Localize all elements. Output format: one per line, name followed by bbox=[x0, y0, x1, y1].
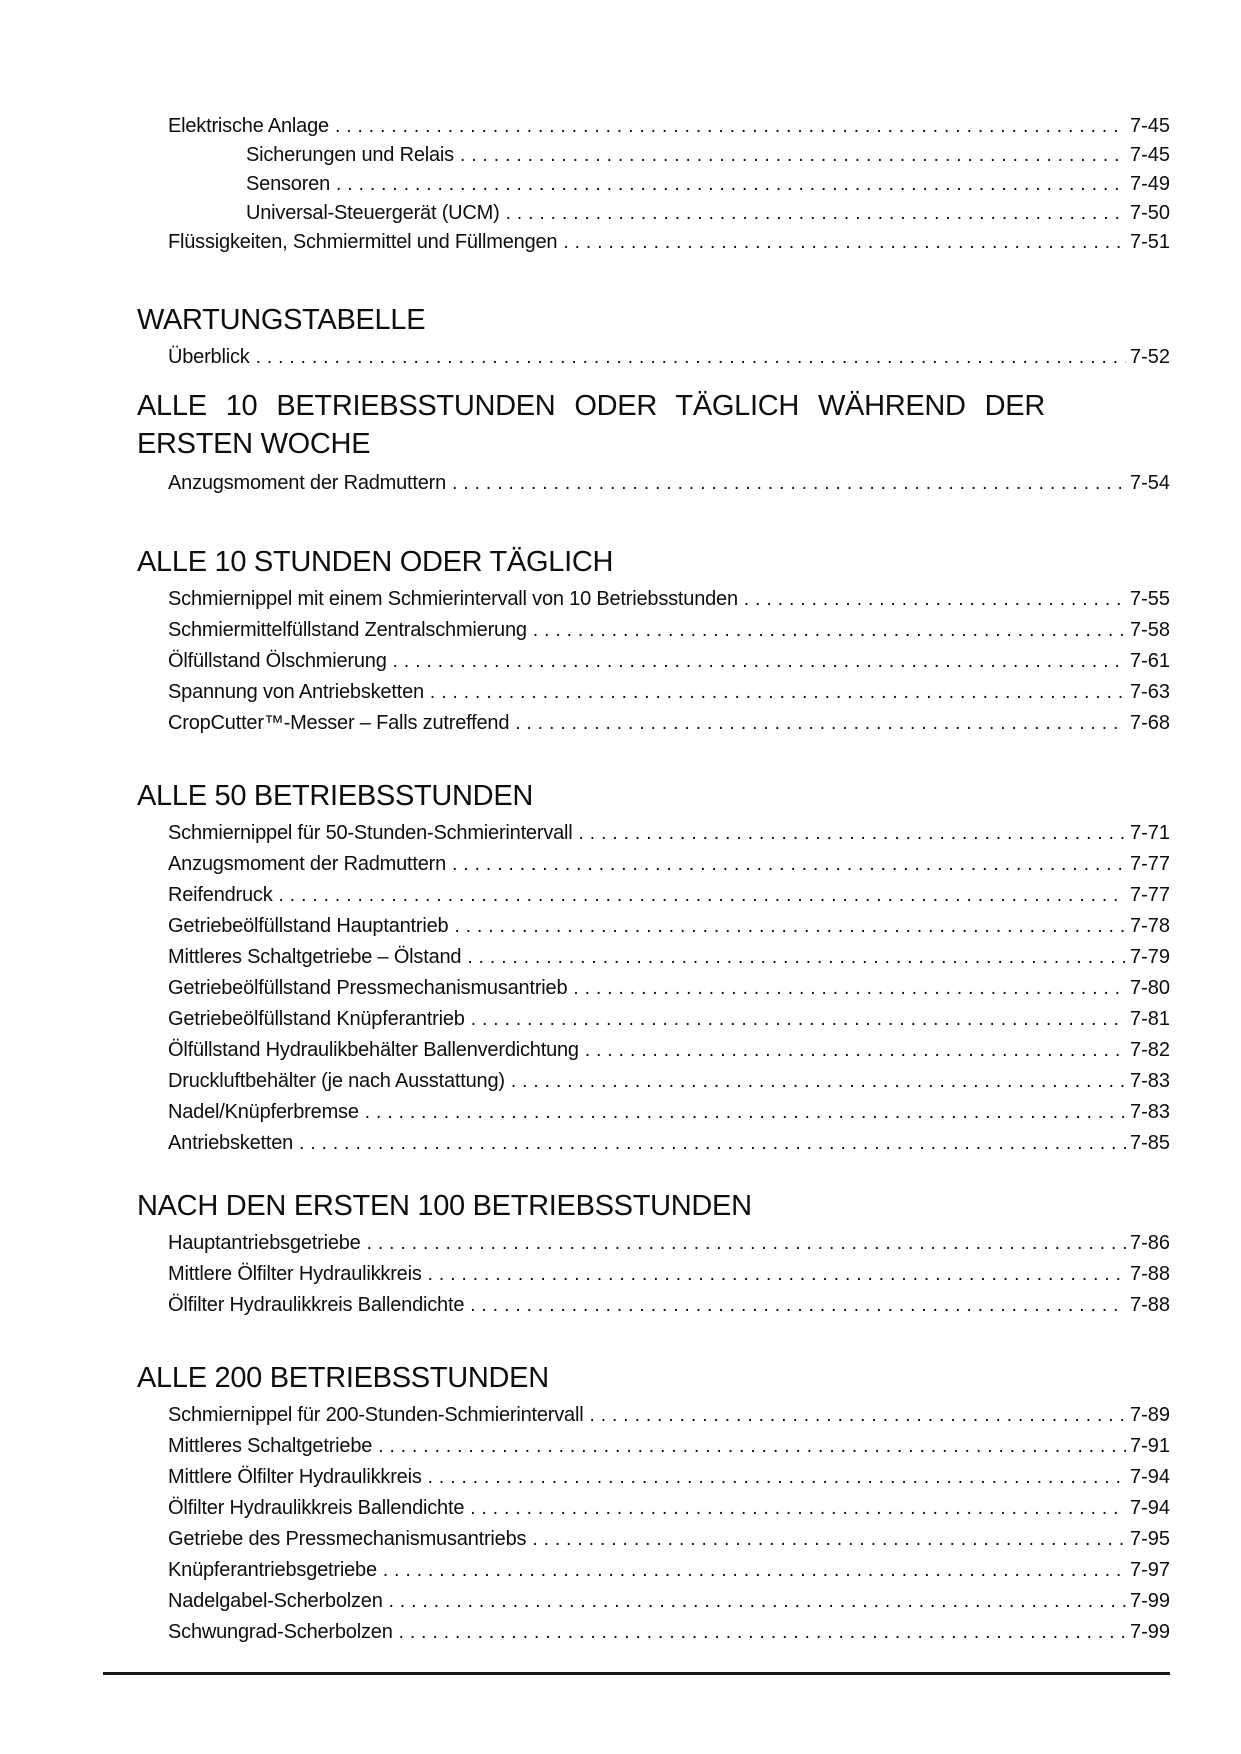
toc-section-alle-10-stunden bbox=[137, 545, 1170, 739]
toc-page-number: 7-91 bbox=[1129, 1435, 1170, 1457]
toc-page-number: 7-83 bbox=[1129, 1070, 1170, 1092]
toc-entry-label: Nadel/Knüpferbremse bbox=[168, 1101, 359, 1123]
toc-page-number: 7-45 bbox=[1129, 144, 1170, 166]
toc-page-number: 7-88 bbox=[1129, 1294, 1170, 1316]
toc-entry bbox=[168, 228, 1170, 257]
toc-page-number: 7-80 bbox=[1129, 977, 1170, 999]
toc-entry-label: Nadelgabel-Scherbolzen bbox=[168, 1590, 383, 1612]
toc-page-number: 7-97 bbox=[1129, 1559, 1170, 1581]
toc-page-number: 7-54 bbox=[1129, 472, 1170, 494]
toc-page-number: 7-83 bbox=[1129, 1101, 1170, 1123]
dot-leader bbox=[506, 199, 1126, 228]
toc-page-number: 7-86 bbox=[1129, 1232, 1170, 1254]
section-heading: ALLE 50 BETRIEBSSTUNDEN bbox=[137, 780, 534, 812]
toc-entry-label: Hauptantriebsgetriebe bbox=[168, 1232, 361, 1254]
section-heading: ALLE 200 BETRIEBSSTUNDEN bbox=[137, 1362, 549, 1394]
toc-page-number: 7-89 bbox=[1129, 1404, 1170, 1426]
toc-section-alle-10-erste-woche bbox=[137, 387, 1170, 499]
toc-entry bbox=[168, 880, 1170, 911]
toc-page-number: 7-94 bbox=[1129, 1466, 1170, 1488]
toc-entry-label: Getriebeölfüllstand Pressmechanismusantrieb bbox=[168, 977, 568, 999]
dot-leader bbox=[470, 1493, 1126, 1524]
toc-entry bbox=[168, 1462, 1170, 1493]
toc-entry bbox=[246, 141, 1170, 170]
dot-leader bbox=[335, 112, 1126, 141]
section-heading: ALLE 10 STUNDEN ODER TÄGLICH bbox=[137, 546, 614, 578]
toc-page-number: 7-58 bbox=[1129, 619, 1170, 641]
dot-leader bbox=[365, 1097, 1126, 1128]
toc-entry-label: Schmiermittelfüllstand Zentralschmierung bbox=[168, 619, 527, 641]
toc-entry bbox=[168, 1555, 1170, 1586]
toc-pre-block bbox=[137, 112, 1170, 257]
dot-leader bbox=[471, 1004, 1126, 1035]
toc-entry-label: CropCutter™-Messer – Falls zutreffend bbox=[168, 712, 510, 734]
dot-leader bbox=[744, 584, 1126, 615]
dot-leader bbox=[430, 677, 1126, 708]
toc-section-wartungstabelle bbox=[137, 303, 1170, 373]
toc-entry bbox=[168, 1400, 1170, 1431]
toc-entry-label: Flüssigkeiten, Schmiermittel und Füllmengen bbox=[168, 231, 558, 253]
toc-page-number: 7-77 bbox=[1129, 884, 1170, 906]
toc-entry bbox=[168, 112, 1170, 141]
toc-page-number: 7-63 bbox=[1129, 681, 1170, 703]
dot-leader bbox=[299, 1128, 1126, 1159]
toc-page-number: 7-45 bbox=[1129, 115, 1170, 137]
dot-leader bbox=[467, 942, 1126, 973]
footer-divider bbox=[103, 1672, 1170, 1675]
toc-entry-label: Schwungrad-Scherbolzen bbox=[168, 1621, 393, 1643]
dot-leader bbox=[460, 141, 1126, 170]
toc-entry-label: Antriebsketten bbox=[168, 1132, 294, 1154]
toc-page-number: 7-55 bbox=[1129, 588, 1170, 610]
dot-leader bbox=[532, 1524, 1126, 1555]
dot-leader bbox=[399, 1617, 1126, 1648]
toc-page-number: 7-82 bbox=[1129, 1039, 1170, 1061]
dot-leader bbox=[515, 708, 1126, 739]
toc-entry bbox=[168, 468, 1170, 499]
toc-entry bbox=[168, 708, 1170, 739]
dot-leader bbox=[256, 342, 1126, 373]
dot-leader bbox=[389, 1586, 1126, 1617]
toc-section-alle-50 bbox=[137, 779, 1170, 1159]
toc-page-number: 7-52 bbox=[1129, 346, 1170, 368]
toc-page-number: 7-95 bbox=[1129, 1528, 1170, 1550]
dot-leader bbox=[511, 1066, 1126, 1097]
toc-entry-label: Druckluftbehälter (je nach Ausstattung) bbox=[168, 1070, 505, 1092]
toc-entry-label: Sensoren bbox=[246, 173, 331, 195]
dot-leader bbox=[452, 468, 1126, 499]
toc-entry-label: Mittlere Ölfilter Hydraulikkreis bbox=[168, 1466, 422, 1488]
toc-entry-label: Getriebeölfüllstand Knüpferantrieb bbox=[168, 1008, 465, 1030]
toc-entry bbox=[168, 1228, 1170, 1259]
toc-entry-label: Getriebe des Pressmechanismusantriebs bbox=[168, 1528, 527, 1550]
dot-leader bbox=[573, 973, 1126, 1004]
toc-entry bbox=[168, 1586, 1170, 1617]
toc-page-number: 7-61 bbox=[1129, 650, 1170, 672]
dot-leader bbox=[383, 1555, 1126, 1586]
toc-entry bbox=[168, 849, 1170, 880]
dot-leader bbox=[470, 1290, 1126, 1321]
toc-entry bbox=[246, 199, 1170, 228]
toc-entry-label: Schmiernippel mit einem Schmierintervall von 10 Betriebsstunden bbox=[168, 588, 738, 610]
toc-page-number: 7-88 bbox=[1129, 1263, 1170, 1285]
dot-leader bbox=[589, 1400, 1126, 1431]
toc-page-number: 7-94 bbox=[1129, 1497, 1170, 1519]
dot-leader bbox=[428, 1259, 1126, 1290]
toc-entry-label: Ölfilter Hydraulikkreis Ballendichte bbox=[168, 1497, 465, 1519]
toc-entry-label: Mittleres Schaltgetriebe bbox=[168, 1435, 373, 1457]
toc-entry bbox=[168, 1128, 1170, 1159]
toc-entry-label: Getriebeölfüllstand Hauptantrieb bbox=[168, 915, 449, 937]
toc-entry-label: Mittlere Ölfilter Hydraulikkreis bbox=[168, 1263, 422, 1285]
toc-entry bbox=[168, 942, 1170, 973]
toc-page-number: 7-99 bbox=[1129, 1621, 1170, 1643]
toc-page-number: 7-85 bbox=[1129, 1132, 1170, 1154]
toc-page-number: 7-49 bbox=[1129, 173, 1170, 195]
toc-entry-label: Spannung von Antriebsketten bbox=[168, 681, 424, 703]
section-heading: NACH DEN ERSTEN 100 BETRIEBSSTUNDEN bbox=[137, 1190, 752, 1222]
dot-leader bbox=[279, 880, 1126, 911]
toc-page-number: 7-79 bbox=[1129, 946, 1170, 968]
dot-leader bbox=[454, 911, 1126, 942]
dot-leader bbox=[452, 849, 1126, 880]
toc-entry bbox=[168, 973, 1170, 1004]
section-heading: ALLE 10 BETRIEBSSTUNDEN ODER TÄGLICH WÄHREND DER ERSTEN WOCHE bbox=[137, 390, 1045, 460]
toc-section-nach-100 bbox=[137, 1189, 1170, 1321]
toc-entry bbox=[168, 1493, 1170, 1524]
toc-entry bbox=[168, 1035, 1170, 1066]
toc-entry-label: Elektrische Anlage bbox=[168, 115, 329, 137]
toc-page-number: 7-77 bbox=[1129, 853, 1170, 875]
toc-entry-label: Schmiernippel für 50-Stunden-Schmierintervall bbox=[168, 822, 573, 844]
toc-entry-label: Ölfüllstand Hydraulikbehälter Ballenverdichtung bbox=[168, 1039, 579, 1061]
toc-entry bbox=[168, 1259, 1170, 1290]
dot-leader bbox=[378, 1431, 1126, 1462]
toc-entry bbox=[246, 170, 1170, 199]
dot-leader bbox=[563, 228, 1126, 257]
toc-entry bbox=[168, 646, 1170, 677]
dot-leader bbox=[533, 615, 1126, 646]
toc-entry-label: Knüpferantriebsgetriebe bbox=[168, 1559, 377, 1581]
toc-entry bbox=[168, 1290, 1170, 1321]
toc-entry-label: Überblick bbox=[168, 346, 250, 368]
toc-entry bbox=[168, 615, 1170, 646]
toc-entry bbox=[168, 1524, 1170, 1555]
toc-entry-label: Mittleres Schaltgetriebe – Ölstand bbox=[168, 946, 462, 968]
toc-entry-label: Universal-Steuergerät (UCM) bbox=[246, 202, 500, 224]
toc-entry-label: Sicherungen und Relais bbox=[246, 144, 454, 166]
toc-entry bbox=[168, 1617, 1170, 1648]
toc-entry-label: Ölfilter Hydraulikkreis Ballendichte bbox=[168, 1294, 465, 1316]
dot-leader bbox=[367, 1228, 1126, 1259]
toc-entry bbox=[168, 677, 1170, 708]
toc-entry bbox=[168, 342, 1170, 373]
toc-entry bbox=[168, 911, 1170, 942]
toc-entry-label: Reifendruck bbox=[168, 884, 273, 906]
toc-entry bbox=[168, 1431, 1170, 1462]
toc-entry-label: Schmiernippel für 200-Stunden-Schmierintervall bbox=[168, 1404, 584, 1426]
toc-entry bbox=[168, 1097, 1170, 1128]
toc-page-number: 7-81 bbox=[1129, 1008, 1170, 1030]
section-heading: WARTUNGSTABELLE bbox=[137, 304, 426, 336]
toc-entry-label: Ölfüllstand Ölschmierung bbox=[168, 650, 387, 672]
toc-page-number: 7-78 bbox=[1129, 915, 1170, 937]
toc-entry bbox=[168, 818, 1170, 849]
toc-entry-label: Anzugsmoment der Radmuttern bbox=[168, 853, 447, 875]
toc-page-number: 7-68 bbox=[1129, 712, 1170, 734]
toc-entry-label: Anzugsmoment der Radmuttern bbox=[168, 472, 447, 494]
toc-page-number: 7-51 bbox=[1129, 231, 1170, 253]
dot-leader bbox=[393, 646, 1126, 677]
toc-entry bbox=[168, 1066, 1170, 1097]
toc-section-alle-200 bbox=[137, 1361, 1170, 1648]
toc-page-number: 7-71 bbox=[1129, 822, 1170, 844]
toc-page-number: 7-99 bbox=[1129, 1590, 1170, 1612]
dot-leader bbox=[579, 818, 1126, 849]
toc-entry bbox=[168, 584, 1170, 615]
dot-leader bbox=[336, 170, 1126, 199]
dot-leader bbox=[428, 1462, 1126, 1493]
dot-leader bbox=[585, 1035, 1126, 1066]
toc-page-number: 7-50 bbox=[1129, 202, 1170, 224]
toc-entry bbox=[168, 1004, 1170, 1035]
